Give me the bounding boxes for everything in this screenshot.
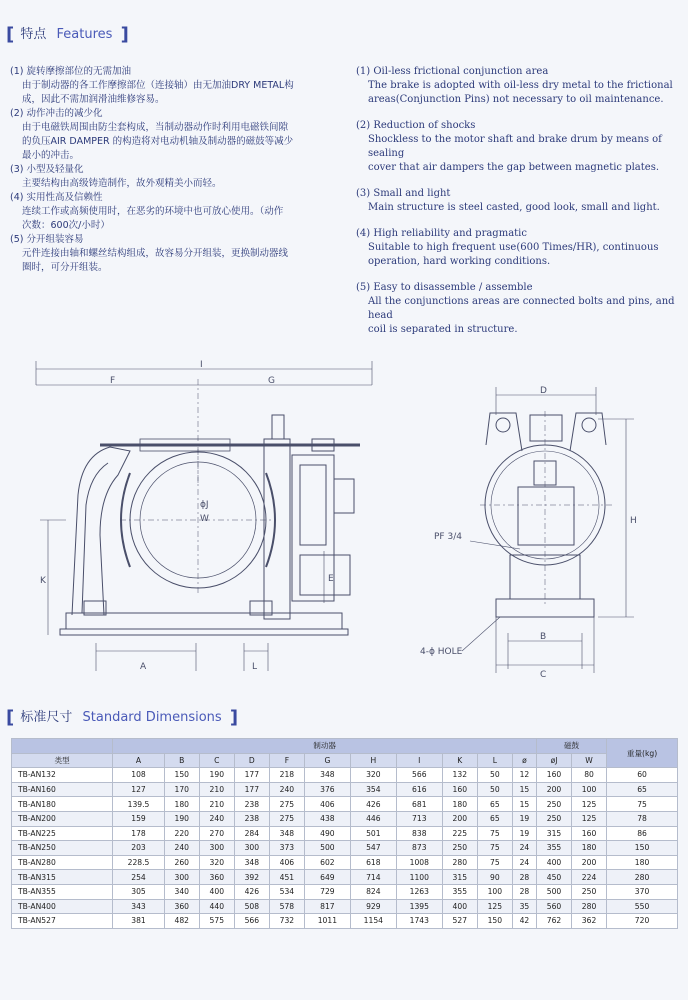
model-cell: TB-AN180 xyxy=(12,797,113,812)
value-cell: 1100 xyxy=(396,870,442,885)
value-cell: 762 xyxy=(536,914,571,929)
hole-callout: 4-ϕ HOLE xyxy=(420,647,463,657)
value-cell: 150 xyxy=(477,914,512,929)
column-header: W xyxy=(572,753,607,768)
value-cell: 19 xyxy=(512,826,536,841)
value-cell: 348 xyxy=(269,826,304,841)
value-cell: 78 xyxy=(607,811,678,826)
value-cell: 139.5 xyxy=(113,797,164,812)
column-header: 类型 xyxy=(12,753,113,768)
table-column-header xyxy=(12,753,678,768)
value-cell: 354 xyxy=(350,782,396,797)
value-cell: 190 xyxy=(164,811,199,826)
value-cell: 159 xyxy=(113,811,164,826)
value-cell: 360 xyxy=(164,899,199,914)
value-cell: 80 xyxy=(572,768,607,783)
dim-label-l: L xyxy=(252,662,258,672)
value-cell: 15 xyxy=(512,782,536,797)
value-cell: 446 xyxy=(350,811,396,826)
dim-label-h: H xyxy=(630,516,637,526)
value-cell: 65 xyxy=(477,797,512,812)
feature-cn-item: (1) 旋转摩擦部位的无需加油 由于制动器的各工作摩擦部位（连接轴）由无加油DRY METAL构 成，因此不需加润滑油维修容易。 xyxy=(10,66,294,105)
feature-en-item: (5) Easy to disassemble / assemble All the conjunctions areas are connected bolts and pins, and head coil is separated in structure. xyxy=(356,282,675,335)
value-cell: 360 xyxy=(199,870,234,885)
value-cell: 65 xyxy=(477,811,512,826)
value-cell: 200 xyxy=(442,811,477,826)
value-cell: 578 xyxy=(269,899,304,914)
value-cell: 224 xyxy=(572,870,607,885)
value-cell: 1008 xyxy=(396,855,442,870)
value-cell: 42 xyxy=(512,914,536,929)
value-cell: 729 xyxy=(304,884,350,899)
column-header: K xyxy=(442,753,477,768)
value-cell: 602 xyxy=(304,855,350,870)
dim-label-k: K xyxy=(40,576,46,586)
col-weight: 重量(kg) xyxy=(607,739,678,768)
value-cell: 177 xyxy=(234,768,269,783)
value-cell: 305 xyxy=(113,884,164,899)
table-row xyxy=(12,914,678,929)
table-group-header xyxy=(12,739,678,754)
value-cell: 400 xyxy=(536,855,571,870)
value-cell: 534 xyxy=(269,884,304,899)
model-cell: TB-AN132 xyxy=(12,768,113,783)
table-row xyxy=(12,782,678,797)
value-cell: 381 xyxy=(113,914,164,929)
dim-label-c: C xyxy=(540,670,547,680)
value-cell: 320 xyxy=(199,855,234,870)
value-cell: 210 xyxy=(199,797,234,812)
value-cell: 180 xyxy=(164,797,199,812)
value-cell: 400 xyxy=(442,899,477,914)
value-cell: 315 xyxy=(442,870,477,885)
dim-label-phi-j: ϕJ xyxy=(200,500,209,510)
value-cell: 200 xyxy=(536,782,571,797)
value-cell: 320 xyxy=(350,768,396,783)
model-cell: TB-AN225 xyxy=(12,826,113,841)
table-row xyxy=(12,855,678,870)
value-cell: 160 xyxy=(572,826,607,841)
value-cell: 566 xyxy=(234,914,269,929)
value-cell: 275 xyxy=(269,811,304,826)
pf-callout: PF 3/4 xyxy=(434,532,462,542)
value-cell: 86 xyxy=(607,826,678,841)
value-cell: 560 xyxy=(536,899,571,914)
value-cell: 616 xyxy=(396,782,442,797)
value-cell: 348 xyxy=(234,855,269,870)
value-cell: 649 xyxy=(304,870,350,885)
value-cell: 575 xyxy=(199,914,234,929)
value-cell: 300 xyxy=(199,841,234,856)
value-cell: 238 xyxy=(234,811,269,826)
value-cell: 180 xyxy=(572,841,607,856)
model-cell: TB-AN315 xyxy=(12,870,113,885)
value-cell: 714 xyxy=(350,870,396,885)
value-cell: 190 xyxy=(199,768,234,783)
value-cell: 160 xyxy=(536,768,571,783)
value-cell: 1011 xyxy=(304,914,350,929)
value-cell: 125 xyxy=(477,899,512,914)
model-cell: TB-AN200 xyxy=(12,811,113,826)
value-cell: 370 xyxy=(607,884,678,899)
table-row xyxy=(12,870,678,885)
value-cell: 720 xyxy=(607,914,678,929)
dim-label-a: A xyxy=(140,662,147,672)
feature-cn-item: (4) 实用性高及信赖性 连续工作或高频使用时，在恶劣的环境中也可放心使用。（动作 次数：600次/小时） xyxy=(10,192,284,231)
value-cell: 713 xyxy=(396,811,442,826)
value-cell: 19 xyxy=(512,811,536,826)
value-cell: 240 xyxy=(269,782,304,797)
value-cell: 376 xyxy=(304,782,350,797)
value-cell: 501 xyxy=(350,826,396,841)
column-header: H xyxy=(350,753,396,768)
value-cell: 500 xyxy=(536,884,571,899)
dim-label-b: B xyxy=(540,632,547,642)
value-cell: 406 xyxy=(269,855,304,870)
column-header: L xyxy=(477,753,512,768)
value-cell: 817 xyxy=(304,899,350,914)
value-cell: 508 xyxy=(234,899,269,914)
value-cell: 228.5 xyxy=(113,855,164,870)
value-cell: 300 xyxy=(164,870,199,885)
value-cell: 1263 xyxy=(396,884,442,899)
value-cell: 1743 xyxy=(396,914,442,929)
value-cell: 426 xyxy=(234,884,269,899)
column-header: B xyxy=(164,753,199,768)
model-cell: TB-AN355 xyxy=(12,884,113,899)
value-cell: 681 xyxy=(396,797,442,812)
value-cell: 108 xyxy=(113,768,164,783)
value-cell: 373 xyxy=(269,841,304,856)
table-row xyxy=(12,768,678,783)
model-cell: TB-AN250 xyxy=(12,841,113,856)
value-cell: 50 xyxy=(477,768,512,783)
dim-label-w: W xyxy=(200,514,209,524)
column-header: A xyxy=(113,753,164,768)
feature-en-item: (1) Oil-less frictional conjunction area The brake is adopted with oil-less dry metal to the frictional areas(Conjunction Pins) not necessary to oil maintenance. xyxy=(356,66,673,105)
value-cell: 127 xyxy=(113,782,164,797)
value-cell: 24 xyxy=(512,855,536,870)
value-cell: 1154 xyxy=(350,914,396,929)
feature-en-item: (3) Small and light Main structure is steel casted, good look, small and light. xyxy=(356,188,660,213)
value-cell: 482 xyxy=(164,914,199,929)
group-brake: 制动器 xyxy=(113,739,537,754)
value-cell: 65 xyxy=(607,782,678,797)
value-cell: 547 xyxy=(350,841,396,856)
model-cell: TB-AN400 xyxy=(12,899,113,914)
value-cell: 824 xyxy=(350,884,396,899)
value-cell: 280 xyxy=(572,899,607,914)
value-cell: 177 xyxy=(234,782,269,797)
value-cell: 24 xyxy=(512,841,536,856)
side-view xyxy=(462,387,634,673)
value-cell: 392 xyxy=(234,870,269,885)
value-cell: 260 xyxy=(164,855,199,870)
value-cell: 300 xyxy=(234,841,269,856)
column-header: D xyxy=(234,753,269,768)
value-cell: 618 xyxy=(350,855,396,870)
value-cell: 348 xyxy=(304,768,350,783)
value-cell: 250 xyxy=(572,884,607,899)
value-cell: 100 xyxy=(572,782,607,797)
model-cell: TB-AN280 xyxy=(12,855,113,870)
value-cell: 838 xyxy=(396,826,442,841)
value-cell: 362 xyxy=(572,914,607,929)
value-cell: 203 xyxy=(113,841,164,856)
value-cell: 125 xyxy=(572,811,607,826)
dim-label-i: I xyxy=(200,360,203,370)
value-cell: 732 xyxy=(269,914,304,929)
feature-en-item: (4) High reliability and pragmatic Suitable to high frequent use(600 Times/HR), continuous operation, hard working conditions. xyxy=(356,228,659,267)
value-cell: 340 xyxy=(164,884,199,899)
value-cell: 250 xyxy=(536,811,571,826)
features-heading: [ 特点 Features ] xyxy=(6,24,129,45)
value-cell: 210 xyxy=(199,782,234,797)
column-header: G xyxy=(304,753,350,768)
model-cell: TB-AN527 xyxy=(12,914,113,929)
value-cell: 250 xyxy=(442,841,477,856)
value-cell: 170 xyxy=(164,782,199,797)
column-header: øJ xyxy=(536,753,571,768)
value-cell: 90 xyxy=(477,870,512,885)
value-cell: 28 xyxy=(512,884,536,899)
model-cell: TB-AN160 xyxy=(12,782,113,797)
features-cn-list xyxy=(10,65,340,275)
value-cell: 566 xyxy=(396,768,442,783)
value-cell: 490 xyxy=(304,826,350,841)
value-cell: 75 xyxy=(477,855,512,870)
value-cell: 220 xyxy=(164,826,199,841)
value-cell: 550 xyxy=(607,899,678,914)
feature-cn-item: (3) 小型及轻量化 主要结构由高级铸造制作，故外观精美小而轻。 xyxy=(10,164,222,189)
value-cell: 180 xyxy=(607,855,678,870)
table-body xyxy=(12,768,678,929)
value-cell: 240 xyxy=(164,841,199,856)
value-cell: 160 xyxy=(442,782,477,797)
value-cell: 132 xyxy=(442,768,477,783)
value-cell: 355 xyxy=(536,841,571,856)
value-cell: 250 xyxy=(536,797,571,812)
standard-dimensions-table xyxy=(11,738,678,929)
value-cell: 125 xyxy=(572,797,607,812)
value-cell: 280 xyxy=(442,855,477,870)
value-cell: 280 xyxy=(607,870,678,885)
value-cell: 929 xyxy=(350,899,396,914)
value-cell: 1395 xyxy=(396,899,442,914)
value-cell: 500 xyxy=(304,841,350,856)
value-cell: 35 xyxy=(512,899,536,914)
value-cell: 150 xyxy=(164,768,199,783)
value-cell: 254 xyxy=(113,870,164,885)
table-row xyxy=(12,884,678,899)
table-row xyxy=(12,899,678,914)
table-row xyxy=(12,797,678,812)
value-cell: 438 xyxy=(304,811,350,826)
value-cell: 12 xyxy=(512,768,536,783)
value-cell: 28 xyxy=(512,870,536,885)
value-cell: 75 xyxy=(477,841,512,856)
feature-cn-item: (5) 分开组装容易 元件连接由轴和螺丝结构组成，故容易分开组装，更换制动器线 圈时，可分开组装。 xyxy=(10,234,289,273)
value-cell: 873 xyxy=(396,841,442,856)
value-cell: 238 xyxy=(234,797,269,812)
value-cell: 406 xyxy=(304,797,350,812)
value-cell: 355 xyxy=(442,884,477,899)
group-drum: 磁鼓 xyxy=(536,739,606,754)
value-cell: 75 xyxy=(477,826,512,841)
value-cell: 225 xyxy=(442,826,477,841)
table-row xyxy=(12,811,678,826)
column-header: ø xyxy=(512,753,536,768)
group-blank xyxy=(12,739,113,754)
value-cell: 50 xyxy=(477,782,512,797)
value-cell: 100 xyxy=(477,884,512,899)
value-cell: 400 xyxy=(199,884,234,899)
value-cell: 200 xyxy=(572,855,607,870)
table-row xyxy=(12,841,678,856)
value-cell: 15 xyxy=(512,797,536,812)
value-cell: 240 xyxy=(199,811,234,826)
value-cell: 178 xyxy=(113,826,164,841)
value-cell: 440 xyxy=(199,899,234,914)
dim-label-e: E xyxy=(328,574,334,584)
value-cell: 451 xyxy=(269,870,304,885)
value-cell: 275 xyxy=(269,797,304,812)
dim-label-d: D xyxy=(540,386,547,396)
features-en-list xyxy=(356,65,682,349)
feature-cn-item: (2) 动作冲击的减少化 由于电磁铁周围由防尘套构成，当制动器动作时利用电磁铁间隙 的负压AIR DAMPER 的构造将对电动机轴及制动器的磁鼓等减少 最小的冲击。 xyxy=(10,108,294,161)
value-cell: 218 xyxy=(269,768,304,783)
value-cell: 343 xyxy=(113,899,164,914)
value-cell: 60 xyxy=(607,768,678,783)
value-cell: 527 xyxy=(442,914,477,929)
value-cell: 75 xyxy=(607,797,678,812)
brake-technical-drawing xyxy=(0,355,688,695)
table-row xyxy=(12,826,678,841)
dim-label-g: G xyxy=(268,376,275,386)
dimensions-heading: [ 标准尺寸 Standard Dimensions ] xyxy=(6,707,239,728)
column-header: C xyxy=(199,753,234,768)
value-cell: 270 xyxy=(199,826,234,841)
feature-en-item: (2) Reduction of shocks Shockless to the motor shaft and brake drum by means of sealing cover that air dampers the gap between magnetic plates. xyxy=(356,120,662,173)
column-header: F xyxy=(269,753,304,768)
column-header: I xyxy=(396,753,442,768)
value-cell: 315 xyxy=(536,826,571,841)
value-cell: 426 xyxy=(350,797,396,812)
value-cell: 450 xyxy=(536,870,571,885)
dim-label-f: F xyxy=(110,376,116,386)
value-cell: 284 xyxy=(234,826,269,841)
value-cell: 180 xyxy=(442,797,477,812)
value-cell: 150 xyxy=(607,841,678,856)
